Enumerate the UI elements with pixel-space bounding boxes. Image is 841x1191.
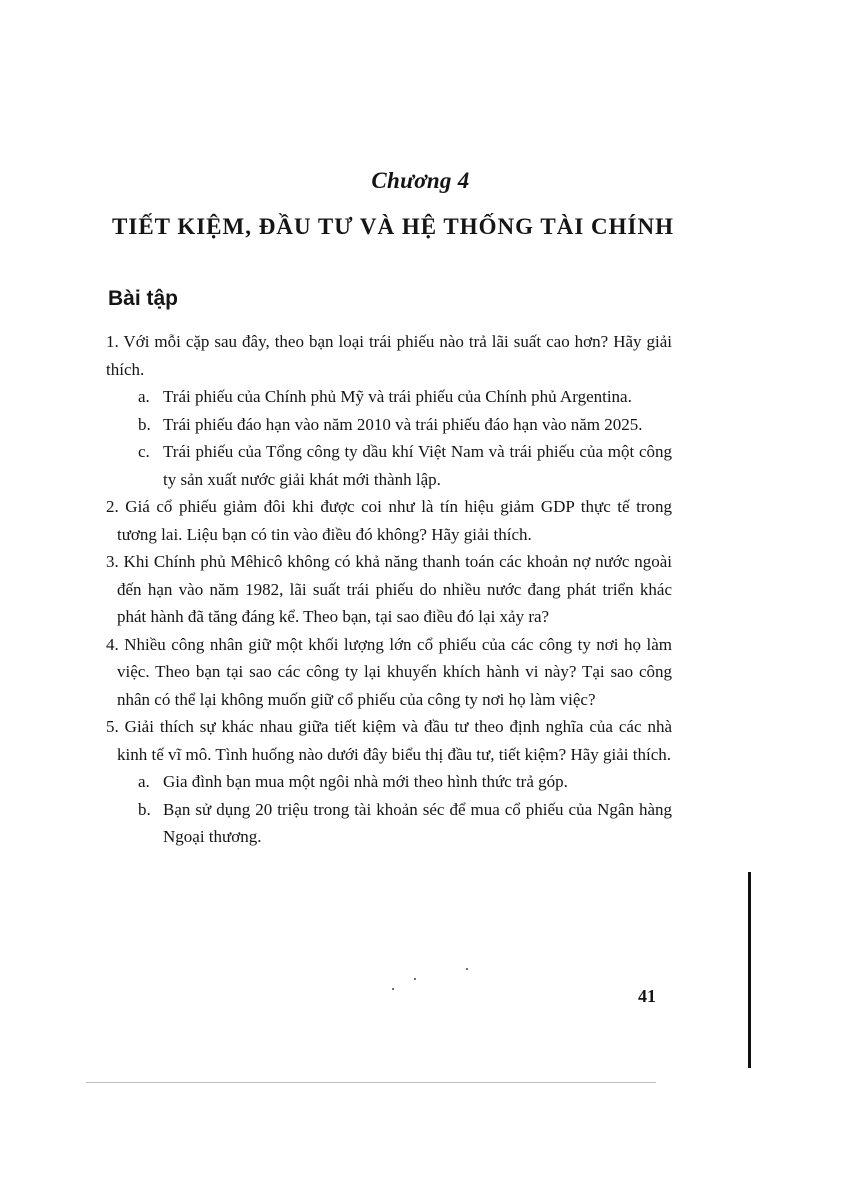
option-text: Bạn sử dụng 20 triệu trong tài khoản séc để mua cổ phiếu của Ngân hàng Ngoại thương.	[163, 799, 672, 846]
exercise-1-option-c	[138, 438, 672, 493]
scan-margin-bar	[748, 872, 751, 1068]
exercise-5	[106, 713, 672, 851]
option-text: Trái phiếu của Chính phủ Mỹ và trái phiếu của Chính phủ Argentina.	[163, 387, 632, 406]
option-text: Trái phiếu của Tổng công ty dầu khí Việt Nam và trái phiếu của một công ty sản xuất nước giải khát mới thành lập.	[163, 442, 672, 489]
exercise-5-option-a	[138, 768, 672, 796]
exercise-5-option-b	[138, 796, 672, 851]
option-marker: a.	[138, 387, 150, 406]
exercise-5-options	[106, 768, 672, 851]
scan-speck	[392, 988, 394, 990]
chapter-heading: Chương 4	[371, 168, 470, 193]
exercise-1-options	[106, 383, 672, 493]
exercise-1-option-a	[138, 383, 672, 411]
exercise-4: 4. Nhiều công nhân giữ một khối lượng lớn cổ phiếu của các công ty nơi họ làm việc. Theo bạn tại sao các công ty lại khuyến khích hành vi này? Tại sao công nhân có thể lại không muốn giữ cổ phiếu của công ty nơi họ làm việc?	[106, 634, 672, 709]
exercise-1	[106, 328, 672, 493]
scan-speck	[414, 978, 416, 980]
exercise-list	[106, 328, 672, 851]
chapter-title: TIẾT KIỆM, ĐẦU TƯ VÀ HỆ THỐNG TÀI CHÍNH	[112, 214, 674, 239]
exercise-5-text: 5. Giải thích sự khác nhau giữa tiết kiệm và đầu tư theo định nghĩa của các nhà kinh tế vĩ mô. Tình huống nào dưới đây biểu thị đầu tư, tiết kiệm? Hãy giải thích.	[106, 717, 672, 764]
option-marker: c.	[138, 442, 150, 461]
option-marker: b.	[138, 799, 151, 819]
exercise-3: 3. Khi Chính phủ Mêhicô không có khả năng thanh toán các khoản nợ nước ngoài đến hạn vào năm 1982, lãi suất trái phiếu do nhiều nước đang phát triển khác phát hành đã tăng đáng kể. Theo bạn, tại sao điều đó lại xảy ra?	[106, 552, 672, 626]
scan-bottom-rule	[86, 1082, 656, 1083]
scan-speck	[466, 968, 468, 970]
page-number: 41	[638, 986, 656, 1006]
option-text: Trái phiếu đáo hạn vào năm 2010 và trái phiếu đáo hạn vào năm 2025.	[163, 414, 643, 434]
option-text: Gia đình bạn mua một ngôi nhà mới theo hình thức trả góp.	[163, 772, 568, 791]
section-heading: Bài tập	[108, 287, 179, 310]
exercise-1-text: 1. Với mỗi cặp sau đây, theo bạn loại trái phiếu nào trả lãi suất cao hơn? Hãy giải thích.	[106, 332, 672, 379]
option-marker: b.	[138, 414, 151, 434]
option-marker: a.	[138, 772, 150, 791]
exercise-2: 2. Giá cổ phiếu giảm đôi khi được coi như là tín hiệu giảm GDP thực tế trong tương lai. Liệu bạn có tin vào điều đó không? Hãy giải thích.	[106, 497, 672, 544]
exercise-1-option-b	[138, 411, 672, 439]
